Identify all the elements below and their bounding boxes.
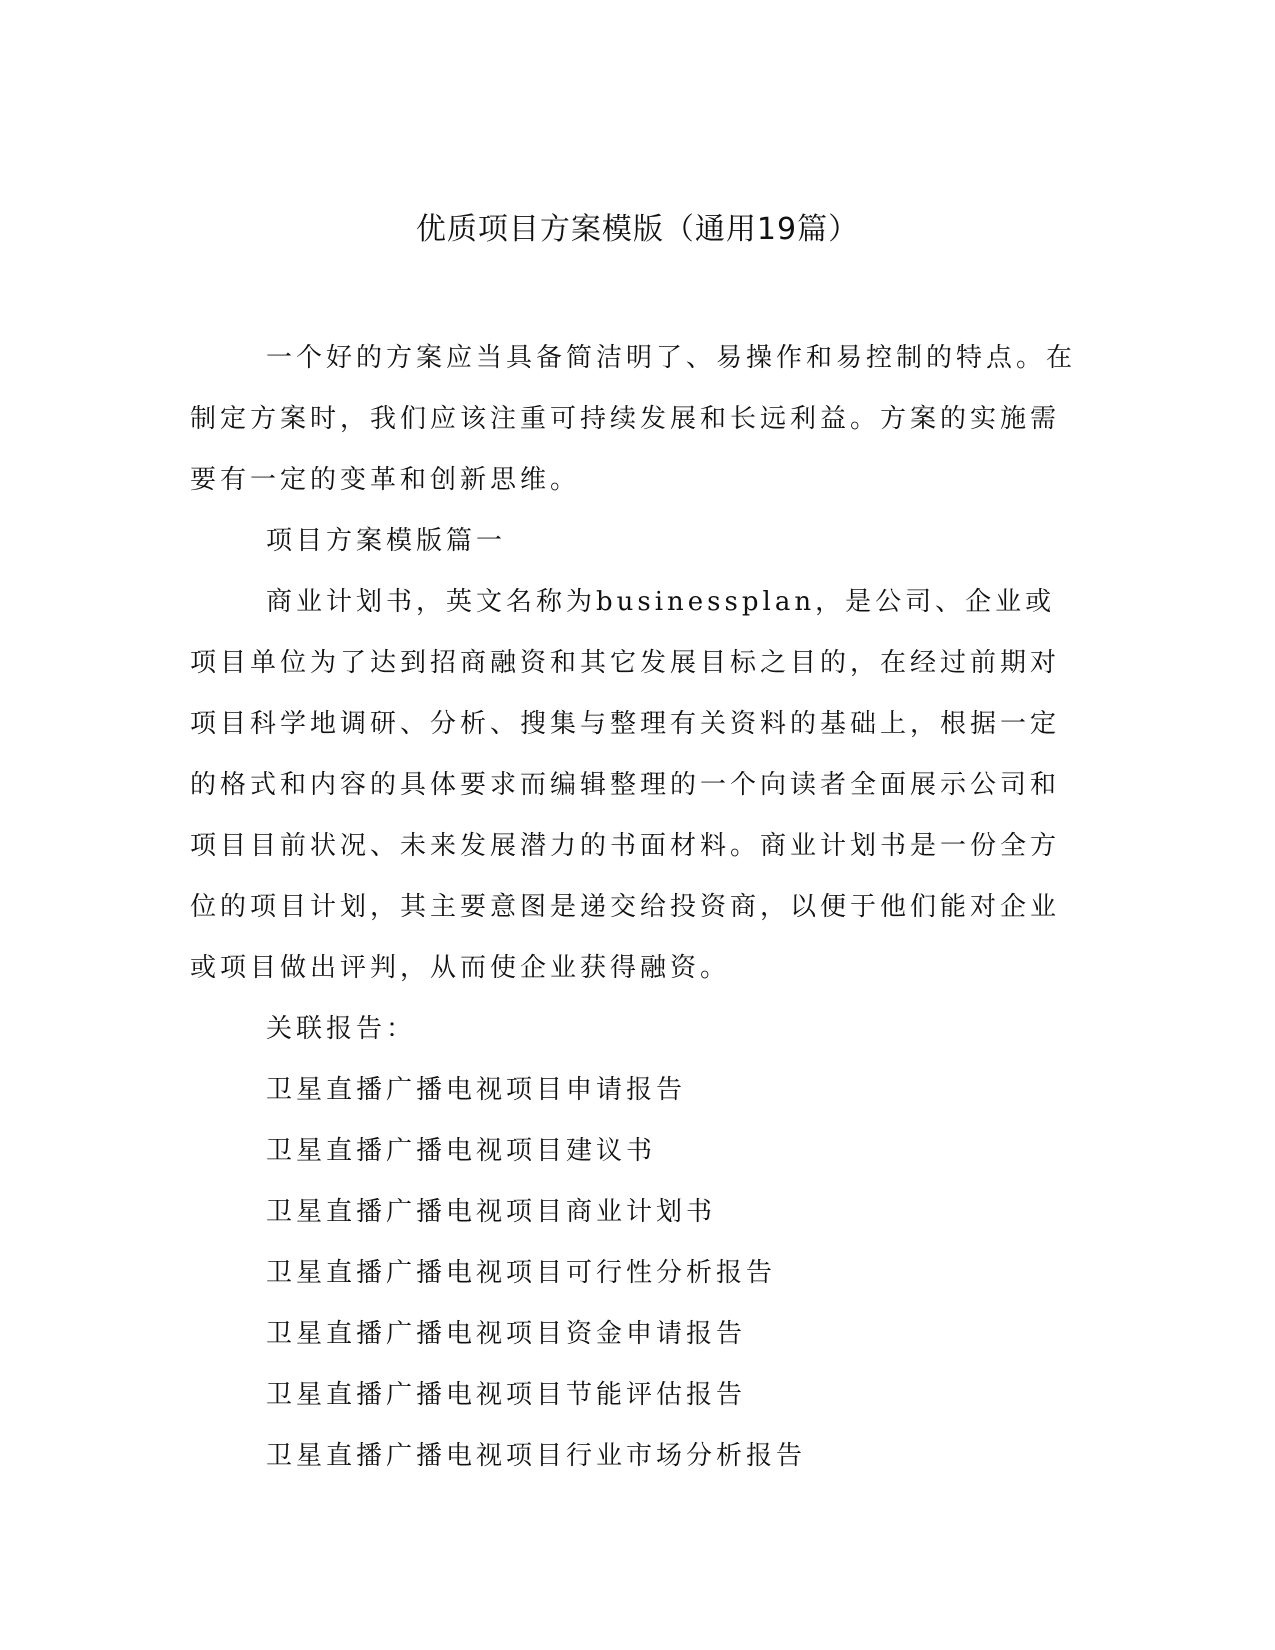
related-report-item: 卫星直播广播电视项目建议书 (266, 1136, 657, 1166)
section-heading: 项目方案模版篇一 (266, 526, 507, 556)
related-report-item: 卫星直播广播电视项目可行性分析报告 (266, 1258, 777, 1288)
document-title: 优质项目方案模版（通用19篇） (415, 212, 860, 247)
related-report-item: 卫星直播广播电视项目行业市场分析报告 (266, 1441, 807, 1471)
intro-paragraph: 一个好的方案应当具备简洁明了、易操作和易控制的特点。在制定方案时，我们应该注重可持续发展和长远利益。方案的实施需要有一定的变革和创新思维。 (190, 343, 1077, 495)
related-reports-list (190, 1060, 1080, 1487)
related-report-item: 卫星直播广播电视项目申请报告 (266, 1075, 687, 1105)
related-report-item: 卫星直播广播电视项目节能评估报告 (266, 1380, 747, 1410)
section-body-paragraph: 商业计划书，英文名称为businessplan，是公司、企业或项目单位为了达到招商融资和其它发展目标之目的，在经过前期对项目科学地调研、分析、搜集与整理有关资料的基础上，根据一定的格式和内容的具体要求而编辑整理的一个向读者全面展示公司和项目目前状况、未来发展潜力的书面材料。商业计划书是一份全方位的项目计划，其主要意图是递交给投资商，以便于他们能对企业或项目做出评判，从而使企业获得融资。 (190, 587, 1061, 983)
related-report-item: 卫星直播广播电视项目资金申请报告 (266, 1319, 747, 1349)
related-reports-label: 关联报告： (266, 1014, 417, 1044)
related-report-item: 卫星直播广播电视项目商业计划书 (266, 1197, 717, 1227)
document-body (190, 328, 1080, 1487)
